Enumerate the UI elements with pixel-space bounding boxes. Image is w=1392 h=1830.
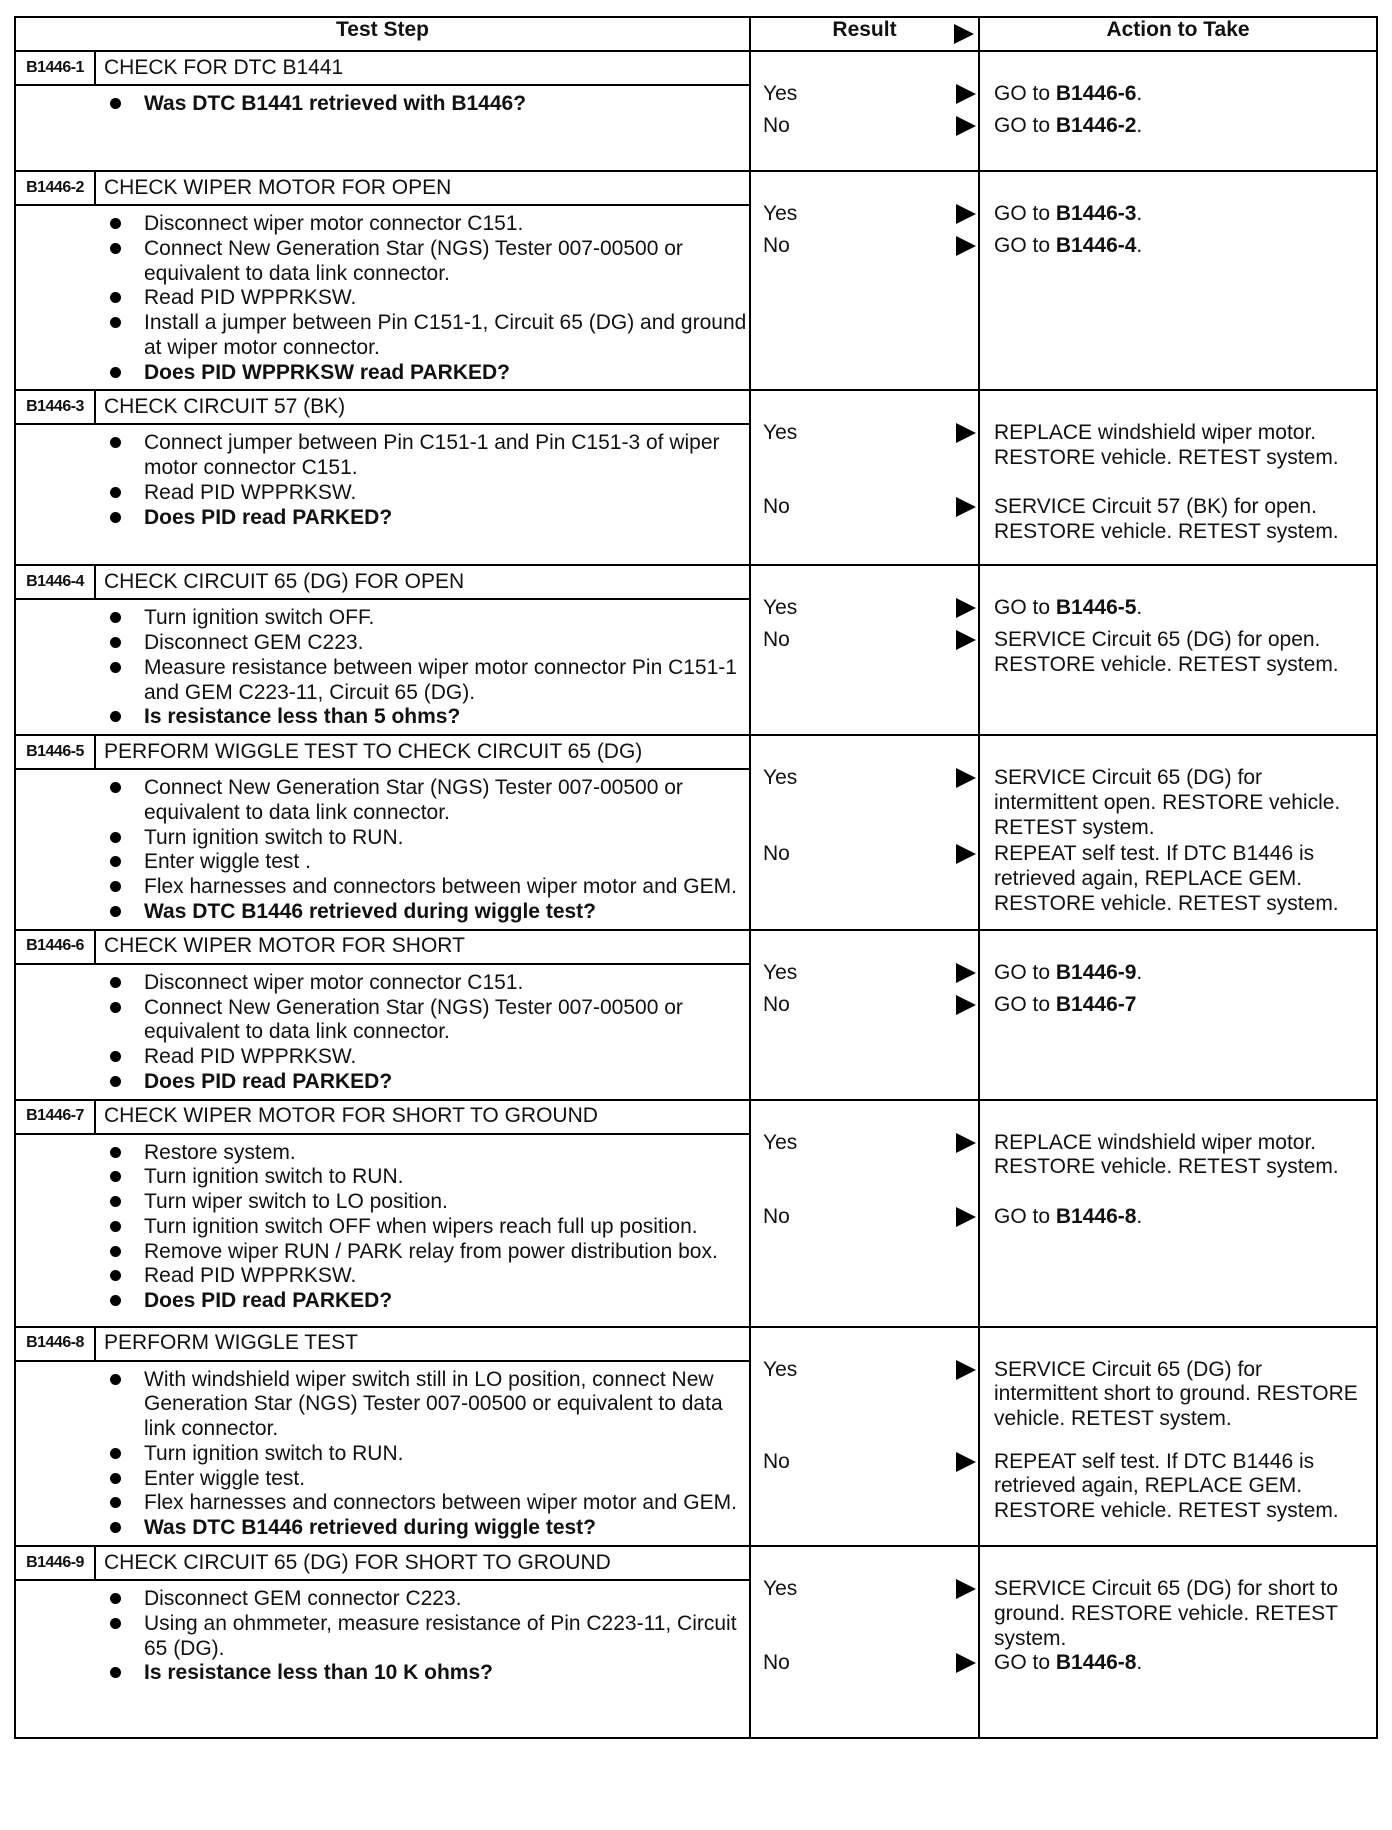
step-id: B1446-8 xyxy=(16,1328,96,1360)
action-item xyxy=(994,234,1370,259)
instruction-text: Turn ignition switch OFF. xyxy=(144,606,375,630)
result-cell xyxy=(750,51,979,171)
instruction-text: Does PID read PARKED? xyxy=(144,1069,393,1093)
step-id: B1446-6 xyxy=(16,931,96,963)
result-item xyxy=(763,82,978,106)
instruction-text: Is resistance less than 10 K ohms? xyxy=(144,1661,493,1685)
action-cell xyxy=(979,1546,1377,1738)
step-instructions xyxy=(16,1581,749,1690)
action-step-ref: B1446-5 xyxy=(1055,596,1137,620)
step-title-bar xyxy=(16,52,749,86)
test-step-cell xyxy=(15,930,750,1100)
arrow-right-icon xyxy=(956,1653,976,1673)
instruction-item xyxy=(104,850,749,875)
result-item xyxy=(763,766,978,790)
action-item xyxy=(994,1450,1370,1524)
action-item xyxy=(994,596,1370,621)
test-step-cell xyxy=(15,1327,750,1546)
action-cell xyxy=(979,735,1377,930)
table-header-row xyxy=(15,17,1377,51)
instruction-text: Flex harnesses and connectors between wiper motor and GEM. xyxy=(144,875,737,899)
step-row xyxy=(15,390,1377,565)
arrow-right-icon xyxy=(954,24,974,44)
bullet-icon xyxy=(110,1522,121,1533)
instruction-item xyxy=(104,506,749,531)
bullet-icon xyxy=(110,1076,121,1087)
instruction-text: Does PID read PARKED? xyxy=(144,1289,393,1313)
bullet-icon xyxy=(110,1473,121,1484)
instruction-item xyxy=(104,481,749,506)
instruction-text: Measure resistance between wiper motor connector Pin C151-1 and GEM C223-11, Circuit 65 (DG). xyxy=(144,655,737,704)
instruction-item xyxy=(104,900,749,925)
arrow-right-icon xyxy=(956,1579,976,1599)
header-result xyxy=(750,17,979,51)
instruction-text: Flex harnesses and connectors between wiper motor and GEM. xyxy=(144,1491,737,1515)
instruction-item xyxy=(104,971,749,996)
result-label: No xyxy=(763,1204,790,1228)
instruction-text: Is resistance less than 5 ohms? xyxy=(144,705,461,729)
instruction-text: Read PID WPPRKSW. xyxy=(144,286,357,310)
bullet-icon xyxy=(110,1051,121,1062)
instruction-item xyxy=(104,996,749,1046)
bullet-icon xyxy=(110,367,121,378)
action-suffix: . xyxy=(1136,82,1143,105)
step-instructions xyxy=(16,206,749,389)
bullet-icon xyxy=(110,218,121,229)
bullet-icon xyxy=(110,512,121,523)
action-text: REPEAT self test. If DTC B1446 is retrieved again, REPLACE GEM. RESTORE vehicle. RETEST system. xyxy=(994,1449,1339,1523)
bullet-icon xyxy=(110,243,121,254)
instruction-text: Connect jumper between Pin C151-1 and Pin C151-3 of wiper motor connector C151. xyxy=(144,431,720,480)
result-item xyxy=(763,495,978,519)
action-text: GO to xyxy=(994,960,1056,984)
action-step-ref: B1446-8 xyxy=(1055,1204,1137,1228)
result-item xyxy=(763,114,978,138)
result-cell xyxy=(750,1546,979,1738)
action-text: GO to xyxy=(994,234,1056,257)
step-id: B1446-1 xyxy=(16,52,96,84)
action-text: GO to xyxy=(994,114,1056,137)
bullet-icon xyxy=(110,1667,121,1678)
arrow-right-icon xyxy=(956,963,976,983)
instruction-text: Disconnect wiper motor connector C151. xyxy=(144,212,524,235)
instruction-item xyxy=(104,1165,749,1190)
instruction-item xyxy=(104,237,749,287)
step-title: CHECK WIPER MOTOR FOR OPEN xyxy=(104,175,452,199)
result-label: Yes xyxy=(763,960,798,984)
step-id: B1446-4 xyxy=(16,566,96,598)
instruction-item xyxy=(104,431,749,481)
step-instructions xyxy=(16,1362,749,1545)
bullet-icon xyxy=(110,662,121,673)
step-title: PERFORM WIGGLE TEST xyxy=(104,1331,358,1355)
step-title-bar xyxy=(16,736,749,770)
instruction-text: Read PID WPPRKSW. xyxy=(144,1045,357,1069)
instruction-text: Remove wiper RUN / PARK relay from power distribution box. xyxy=(144,1239,718,1263)
step-instructions xyxy=(16,600,749,734)
instruction-item xyxy=(104,656,749,706)
action-suffix: . xyxy=(1136,1650,1143,1674)
header-action: Action to Take xyxy=(979,17,1377,51)
test-step-cell xyxy=(15,171,750,390)
test-step-cell xyxy=(15,1100,750,1327)
action-suffix: . xyxy=(1136,114,1143,137)
bullet-icon xyxy=(110,1002,121,1013)
test-step-cell xyxy=(15,390,750,565)
action-step-ref: B1446-3 xyxy=(1055,202,1137,225)
instruction-item xyxy=(104,1289,749,1314)
action-item xyxy=(994,495,1370,545)
instruction-text: Connect New Generation Star (NGS) Tester 007-00500 or equivalent to data link connector. xyxy=(144,995,683,1044)
action-text: SERVICE Circuit 65 (DG) for short to ground. RESTORE vehicle. RETEST system. xyxy=(994,1576,1338,1650)
result-item xyxy=(763,628,978,652)
action-item xyxy=(994,202,1370,227)
action-step-ref: B1446-2 xyxy=(1055,114,1137,137)
step-title-bar xyxy=(16,566,749,600)
action-text: REPLACE windshield wiper motor. RESTORE vehicle. RETEST system. xyxy=(994,1130,1339,1179)
bullet-icon xyxy=(110,1295,121,1306)
action-text: SERVICE Circuit 57 (BK) for open. RESTORE vehicle. RETEST system. xyxy=(994,495,1339,544)
instruction-item xyxy=(104,705,749,730)
bullet-icon xyxy=(110,782,121,793)
result-label: Yes xyxy=(763,82,798,105)
arrow-right-icon xyxy=(956,1452,976,1472)
step-id: B1446-3 xyxy=(16,391,96,423)
action-step-ref: B1446-4 xyxy=(1055,234,1137,257)
bullet-icon xyxy=(110,1147,121,1158)
instruction-text: Connect New Generation Star (NGS) Tester 007-00500 or equivalent to data link connector. xyxy=(144,776,683,824)
step-title-bar xyxy=(16,391,749,425)
header-test-step: Test Step xyxy=(15,17,750,51)
step-row xyxy=(15,1327,1377,1546)
step-title: CHECK WIPER MOTOR FOR SHORT xyxy=(104,934,465,958)
result-label: Yes xyxy=(763,596,798,620)
bullet-icon xyxy=(110,1196,121,1207)
result-label: No xyxy=(763,495,790,519)
instruction-item xyxy=(104,311,749,361)
bullet-icon xyxy=(110,1593,121,1604)
instruction-text: Read PID WPPRKSW. xyxy=(144,1264,357,1288)
step-id: B1446-7 xyxy=(16,1101,96,1133)
result-item xyxy=(763,202,978,226)
instruction-item xyxy=(104,1190,749,1215)
result-item xyxy=(763,1358,978,1382)
instruction-text: Connect New Generation Star (NGS) Tester 007-00500 or equivalent to data link connector. xyxy=(144,236,683,285)
action-text: SERVICE Circuit 65 (DG) for intermittent short to ground. RESTORE vehicle. RETEST system. xyxy=(994,1357,1358,1431)
action-step-ref: B1446-6 xyxy=(1055,82,1137,105)
instruction-item xyxy=(104,1070,749,1095)
action-item xyxy=(994,421,1370,471)
result-label: Yes xyxy=(763,1357,798,1381)
arrow-right-icon xyxy=(956,423,976,443)
step-row xyxy=(15,1546,1377,1738)
instruction-text: Read PID WPPRKSW. xyxy=(144,480,357,504)
bullet-icon xyxy=(110,1448,121,1459)
action-item xyxy=(994,993,1370,1018)
bullet-icon xyxy=(110,906,121,917)
action-item xyxy=(994,1131,1370,1181)
result-label: Yes xyxy=(763,1576,798,1600)
result-item xyxy=(763,234,978,258)
instruction-text: Disconnect GEM C223. xyxy=(144,631,364,655)
instruction-item xyxy=(104,212,749,237)
test-step-cell xyxy=(15,51,750,171)
step-instructions xyxy=(16,425,749,534)
result-item xyxy=(763,1651,978,1675)
action-text: GO to xyxy=(994,1204,1056,1228)
instruction-item xyxy=(104,1661,749,1686)
result-cell xyxy=(750,565,979,735)
instruction-item xyxy=(104,361,749,386)
action-item xyxy=(994,766,1370,840)
step-row xyxy=(15,565,1377,735)
result-cell xyxy=(750,171,979,390)
instruction-text: Turn ignition switch to RUN. xyxy=(144,1165,404,1189)
bullet-icon xyxy=(110,637,121,648)
action-text: GO to xyxy=(994,82,1056,105)
instruction-text: Enter wiggle test . xyxy=(144,850,311,874)
action-item xyxy=(994,1651,1370,1676)
step-id: B1446-2 xyxy=(16,172,96,204)
arrow-right-icon xyxy=(956,84,976,104)
result-label: No xyxy=(763,1449,790,1473)
arrow-right-icon xyxy=(956,844,976,864)
result-label: No xyxy=(763,842,790,866)
action-item xyxy=(994,114,1370,139)
action-cell xyxy=(979,565,1377,735)
bullet-icon xyxy=(110,1171,121,1182)
test-step-cell xyxy=(15,565,750,735)
action-cell xyxy=(979,390,1377,565)
step-row xyxy=(15,171,1377,390)
arrow-right-icon xyxy=(956,1207,976,1227)
bullet-icon xyxy=(110,98,121,109)
arrow-right-icon xyxy=(956,204,976,224)
step-title: CHECK FOR DTC B1441 xyxy=(104,55,344,79)
instruction-item xyxy=(104,1045,749,1070)
action-step-ref: B1446-8 xyxy=(1055,1650,1137,1674)
arrow-right-icon xyxy=(956,598,976,618)
result-label: Yes xyxy=(763,421,798,445)
bullet-icon xyxy=(110,832,121,843)
bullet-icon xyxy=(110,292,121,303)
bullet-icon xyxy=(110,487,121,498)
action-cell xyxy=(979,1100,1377,1327)
instruction-text: Restore system. xyxy=(144,1140,296,1164)
action-suffix: . xyxy=(1136,1204,1143,1228)
bullet-icon xyxy=(110,1246,121,1257)
diagnostic-table xyxy=(14,16,1378,1739)
instruction-item xyxy=(104,286,749,311)
action-cell xyxy=(979,930,1377,1100)
action-item xyxy=(994,961,1370,986)
step-title: CHECK CIRCUIT 57 (BK) xyxy=(104,394,346,418)
diagnostic-sheet xyxy=(14,16,1376,1819)
test-step-cell xyxy=(15,735,750,930)
action-item xyxy=(994,1205,1370,1230)
arrow-right-icon xyxy=(956,497,976,517)
step-row xyxy=(15,930,1377,1100)
instruction-item xyxy=(104,1264,749,1289)
action-item xyxy=(994,1358,1370,1432)
instruction-item xyxy=(104,1442,749,1467)
instruction-text: Was DTC B1441 retrieved with B1446? xyxy=(144,92,527,115)
step-title: CHECK WIPER MOTOR FOR SHORT TO GROUND xyxy=(104,1104,598,1128)
arrow-right-icon xyxy=(956,1133,976,1153)
action-cell xyxy=(979,171,1377,390)
bullet-icon xyxy=(110,1270,121,1281)
arrow-right-icon xyxy=(956,116,976,136)
result-cell xyxy=(750,930,979,1100)
action-cell xyxy=(979,1327,1377,1546)
result-label: No xyxy=(763,1650,790,1674)
instruction-item xyxy=(104,875,749,900)
result-item xyxy=(763,1205,978,1229)
bullet-icon xyxy=(110,977,121,988)
action-item xyxy=(994,628,1370,678)
result-cell xyxy=(750,1327,979,1546)
instruction-text: Turn ignition switch OFF when wipers reach full up position. xyxy=(144,1214,698,1238)
result-label: No xyxy=(763,234,790,257)
bullet-icon xyxy=(110,317,121,328)
step-row xyxy=(15,735,1377,930)
step-row xyxy=(15,51,1377,171)
step-title-bar xyxy=(16,1547,749,1581)
instruction-text: Was DTC B1446 retrieved during wiggle test? xyxy=(144,1516,596,1540)
result-label: No xyxy=(763,628,790,652)
instruction-text: Turn ignition switch to RUN. xyxy=(144,825,404,849)
instruction-item xyxy=(104,776,749,826)
result-item xyxy=(763,993,978,1017)
result-cell xyxy=(750,390,979,565)
instruction-item xyxy=(104,1516,749,1541)
instruction-text: With windshield wiper switch still in LO position, connect New Generation Star (NGS) Tester 007-00500 or equivalent to data link connector. xyxy=(144,1367,723,1441)
instruction-text: Install a jumper between Pin C151-1, Circuit 65 (DG) and ground at wiper motor connector. xyxy=(144,311,747,359)
step-title-bar xyxy=(16,931,749,965)
action-item xyxy=(994,842,1370,916)
step-title: CHECK CIRCUIT 65 (DG) FOR SHORT TO GROUND xyxy=(104,1550,611,1574)
bullet-icon xyxy=(110,711,121,722)
instruction-text: Turn ignition switch to RUN. xyxy=(144,1441,404,1465)
instruction-item xyxy=(104,1612,749,1662)
action-text: REPEAT self test. If DTC B1446 is retrieved again, REPLACE GEM. RESTORE vehicle. RETEST system. xyxy=(994,842,1339,915)
action-text: GO to xyxy=(994,202,1056,225)
result-item xyxy=(763,961,978,985)
instruction-item xyxy=(104,1467,749,1492)
bullet-icon xyxy=(110,612,121,623)
action-item xyxy=(994,1577,1370,1651)
bullet-icon xyxy=(110,856,121,867)
instruction-item xyxy=(104,606,749,631)
action-text: REPLACE windshield wiper motor. RESTORE vehicle. RETEST system. xyxy=(994,421,1339,470)
step-instructions xyxy=(16,1135,749,1318)
action-text: GO to xyxy=(994,992,1056,1016)
arrow-right-icon xyxy=(956,1360,976,1380)
result-label: No xyxy=(763,114,790,137)
bullet-icon xyxy=(110,1374,121,1385)
instruction-item xyxy=(104,92,749,117)
instruction-item xyxy=(104,1368,749,1442)
instruction-text: Does PID read PARKED? xyxy=(144,505,393,529)
result-item xyxy=(763,842,978,866)
instruction-item xyxy=(104,826,749,851)
result-cell xyxy=(750,1100,979,1327)
bullet-icon xyxy=(110,1618,121,1629)
bullet-icon xyxy=(110,881,121,892)
action-text: GO to xyxy=(994,1650,1056,1674)
result-item xyxy=(763,1450,978,1474)
instruction-item xyxy=(104,1141,749,1166)
result-label: Yes xyxy=(763,202,798,225)
action-step-ref: B1446-7 xyxy=(1055,992,1137,1016)
step-id: B1446-9 xyxy=(16,1547,96,1579)
arrow-right-icon xyxy=(956,768,976,788)
action-text: GO to xyxy=(994,596,1056,620)
instruction-text: Disconnect wiper motor connector C151. xyxy=(144,970,524,994)
instruction-text: Does PID WPPRKSW read PARKED? xyxy=(144,360,510,384)
bullet-icon xyxy=(110,1221,121,1232)
step-instructions xyxy=(16,770,749,929)
action-step-ref: B1446-9 xyxy=(1055,960,1137,984)
header-result-label: Result xyxy=(832,18,897,41)
step-title: CHECK CIRCUIT 65 (DG) FOR OPEN xyxy=(104,569,465,593)
arrow-right-icon xyxy=(956,995,976,1015)
action-cell xyxy=(979,51,1377,171)
result-label: Yes xyxy=(763,766,798,790)
instruction-text: Disconnect GEM connector C223. xyxy=(144,1586,462,1610)
result-label: Yes xyxy=(763,1130,798,1154)
step-title-bar xyxy=(16,1328,749,1362)
instruction-item xyxy=(104,1215,749,1240)
instruction-item xyxy=(104,631,749,656)
bullet-icon xyxy=(110,437,121,448)
instruction-text: Turn wiper switch to LO position. xyxy=(144,1190,448,1214)
instruction-text: Enter wiggle test. xyxy=(144,1466,306,1490)
action-suffix: . xyxy=(1136,960,1143,984)
result-label: No xyxy=(763,992,790,1016)
action-suffix: . xyxy=(1136,202,1143,225)
step-instructions xyxy=(16,86,749,121)
instruction-item xyxy=(104,1491,749,1516)
step-title: PERFORM WIGGLE TEST TO CHECK CIRCUIT 65 (DG) xyxy=(104,739,643,763)
instruction-item xyxy=(104,1240,749,1265)
arrow-right-icon xyxy=(956,630,976,650)
step-row xyxy=(15,1100,1377,1327)
result-cell xyxy=(750,735,979,930)
result-item xyxy=(763,596,978,620)
step-instructions xyxy=(16,965,749,1099)
test-step-cell xyxy=(15,1546,750,1738)
action-text: SERVICE Circuit 65 (DG) for intermittent open. RESTORE vehicle. RETEST system. xyxy=(994,766,1341,839)
action-suffix: . xyxy=(1136,234,1143,257)
step-title-bar xyxy=(16,172,749,206)
instruction-text: Using an ohmmeter, measure resistance of Pin C223-11, Circuit 65 (DG). xyxy=(144,1611,737,1660)
action-text: SERVICE Circuit 65 (DG) for open. RESTORE vehicle. RETEST system. xyxy=(994,628,1339,677)
result-item xyxy=(763,1577,978,1601)
instruction-text: Was DTC B1446 retrieved during wiggle test? xyxy=(144,900,596,924)
result-item xyxy=(763,1131,978,1155)
result-item xyxy=(763,421,978,445)
action-item xyxy=(994,82,1370,107)
bullet-icon xyxy=(110,1497,121,1508)
instruction-item xyxy=(104,1587,749,1612)
step-title-bar xyxy=(16,1101,749,1135)
step-id: B1446-5 xyxy=(16,736,96,768)
arrow-right-icon xyxy=(956,236,976,256)
action-suffix: . xyxy=(1136,596,1143,620)
